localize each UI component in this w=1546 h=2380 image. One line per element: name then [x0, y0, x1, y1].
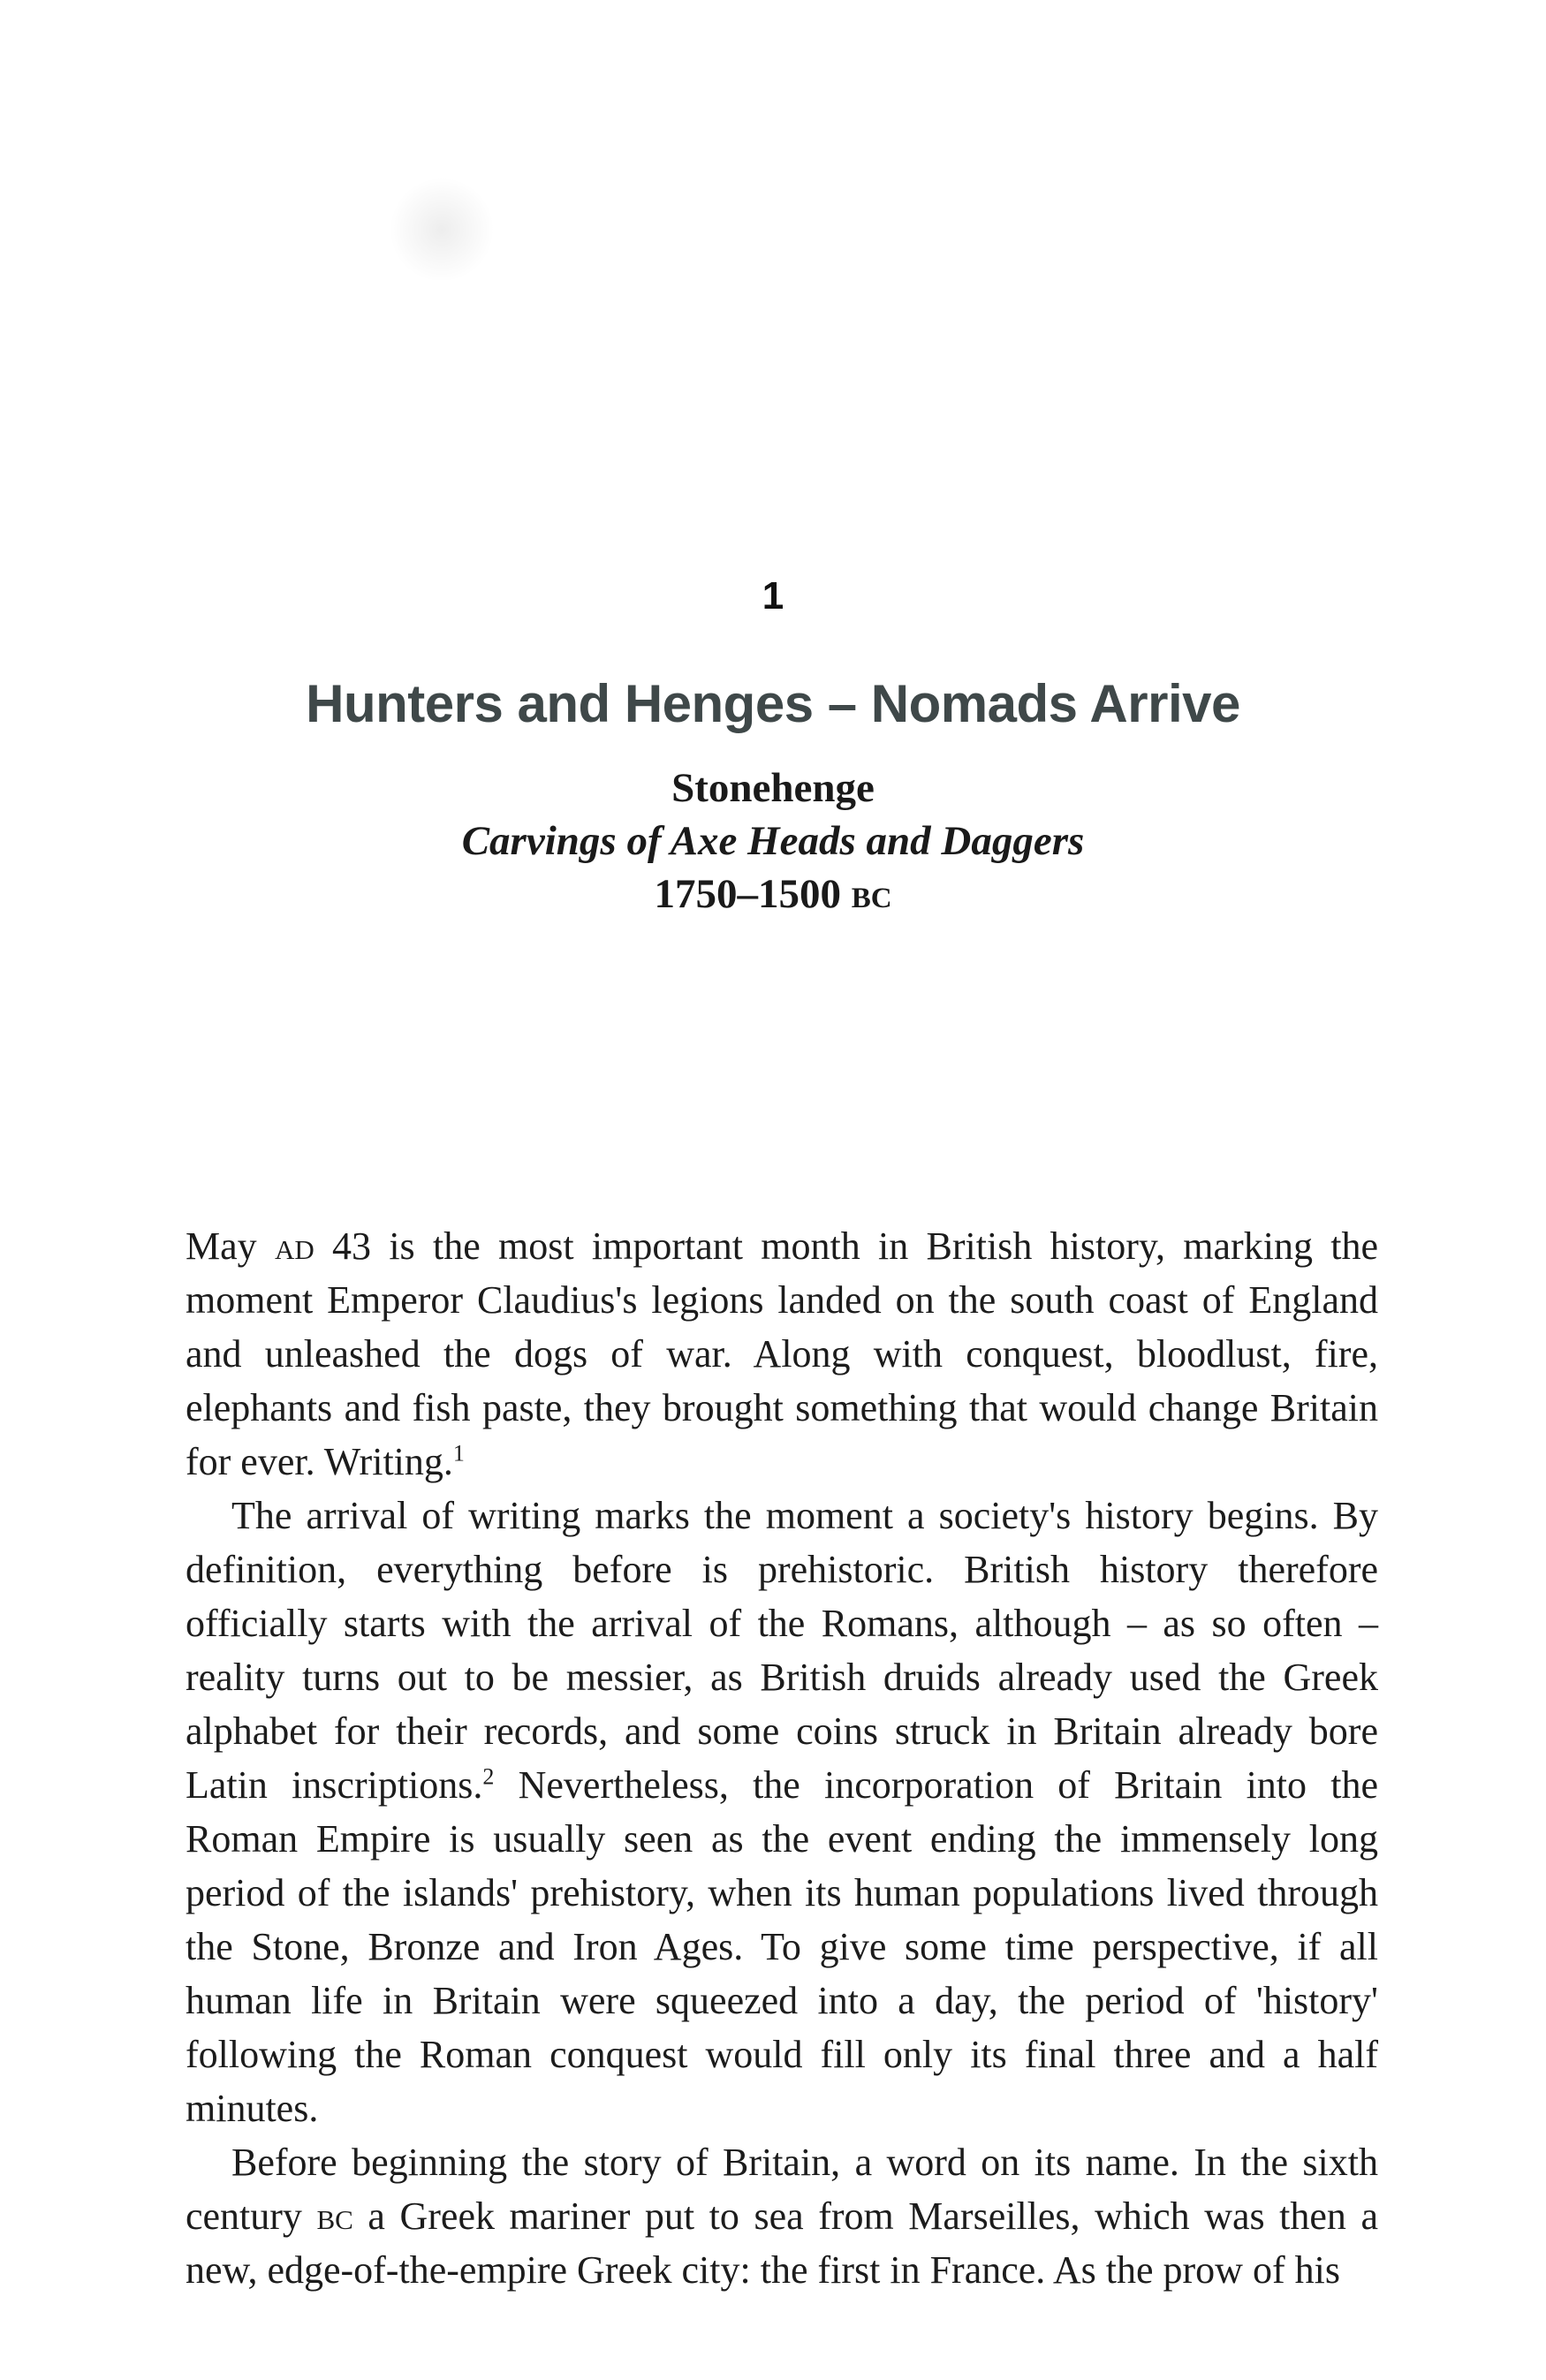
subtitle-dates-line [0, 868, 1546, 921]
footnote-marker: 2 [482, 1763, 495, 1790]
text-run: May [186, 1224, 275, 1268]
text-run: a Greek mariner put to sea from Marseilles, which was then a new, edge-of-the-empire Greek city: the first in France. As the prow of his [186, 2194, 1379, 2292]
chapter-subtitle [0, 762, 1546, 921]
subtitle-era: bc [851, 871, 892, 917]
era-marker: bc [316, 2194, 353, 2238]
era-marker: ad [274, 1224, 315, 1268]
subtitle-object: Carvings of Axe Heads and Daggers [461, 818, 1085, 864]
text-run: Nevertheless, the incorporation of Britain into the Roman Empire is usually seen as the event ending the immensely long period of the islands' prehistory, when its human populations lived through the Stone, Bronze and Iron Ages. To give some time perspective, if all human life in Britain were squeezed into a day, the period of 'history' following the Roman conquest would fill only its final three and a half minutes. [186, 1763, 1378, 2130]
subtitle-dates: 1750–1500 [654, 871, 841, 917]
paragraph-3 [186, 2135, 1378, 2297]
body-text [186, 1219, 1378, 2297]
chapter-number: 1 [762, 574, 784, 618]
subtitle-place: Stonehenge [671, 765, 875, 811]
chapter-title: Hunters and Henges – Nomads Arrive [306, 674, 1240, 733]
footnote-marker: 1 [452, 1440, 465, 1467]
paragraph-1 [186, 1219, 1378, 1489]
scan-smudge [389, 177, 495, 283]
paragraph-2 [186, 1489, 1378, 2135]
text-run: 43 is the most important month in British history, marking the moment Emperor Claudius's legions landed on the south coast of England and unleashed the dogs of war. Along with conquest, bloodlust, fire, elephants and fish paste, they brought something that would change Britain for ever. Writing. [186, 1224, 1378, 1483]
text-run: Before beginning the story of Britain, a word on its name. In the sixth century [186, 2141, 1378, 2238]
text-run: The arrival of writing marks the moment a society's history begins. By definition, everything before is prehistoric. British history therefore officially starts with the arrival of the Romans, although – as so often – reality turns out to be messier, as British druids already used the Greek alphabet for their records, and some coins struck in Britain already bore Latin inscriptions. [186, 1494, 1378, 1807]
